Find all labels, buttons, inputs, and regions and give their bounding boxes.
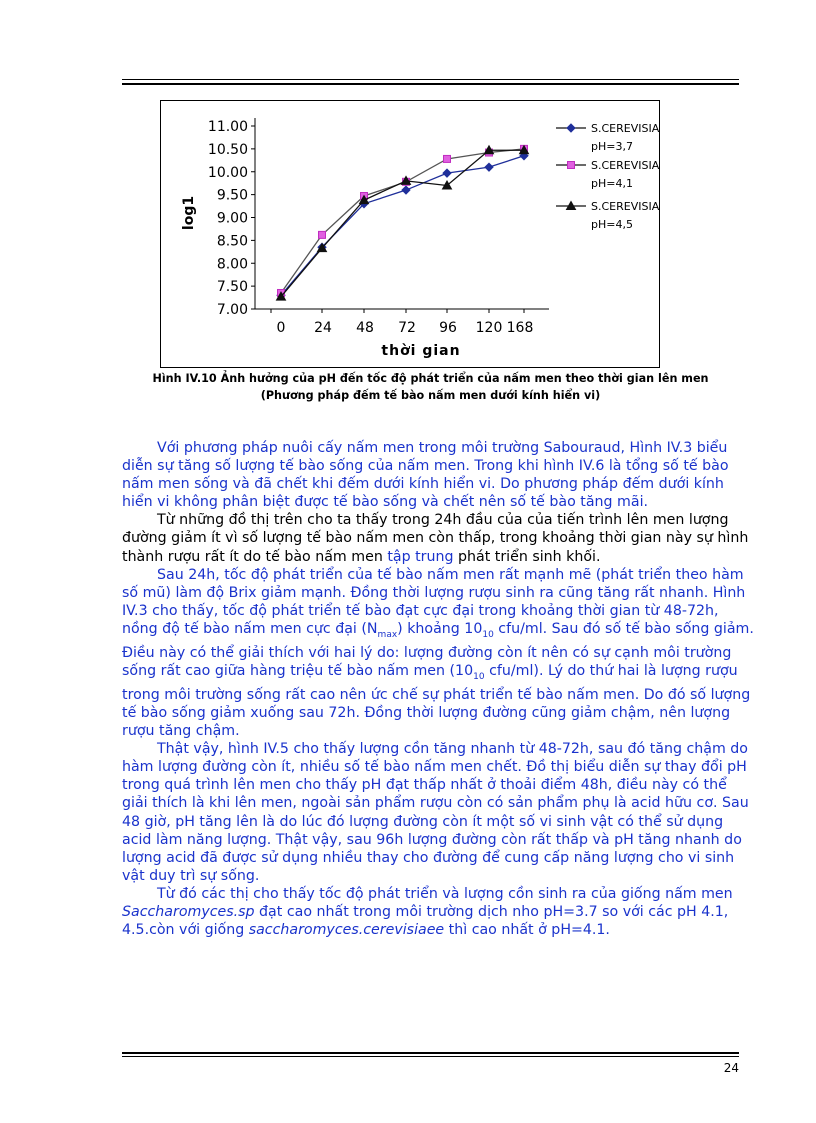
y-tick-label: 7.50 xyxy=(216,279,248,296)
x-tick-label: 72 xyxy=(398,320,416,336)
paragraph-3: Sau 24h, tốc độ phát triển của tế bào nấm men rất mạnh mẽ (phát triển theo hàm số mũ) làm độ Brix giảm mạnh. Đồng thời lượng rượu sinh ra cũng tăng rất nhanh. Hình IV.3 cho thấy, tốc độ phát triển tế bào đạt cực đại trong khoảng thời gian từ 48-72h, nồng độ tế bào nấm men cực đại $(N_{max})$ khoảng $10_{10}$ cfu/ml. Sau đó số tế bào sống giảm. Điều này có thể giải thích với hai lý do: lượng đường còn ít nên có sự cạnh môi trường sống rất cao giữa hàng triệu tế bào nấm men ($10_{10}$ cfu/ml). Lý do thứ hai là lượng rượu trong môi trường sống rất cao nên ức chế sự phát triển tế bào nấm men. Do đó số lượng tế bào sống giảm xuống sau 72h. Đồng thời lượng đường cũng giảm chậm, nên lượng rượu tăng chậm. xyxy=(122,566,754,740)
footer-rule-thick xyxy=(122,1052,739,1054)
y-axis-title: log1 xyxy=(181,195,197,231)
paragraph-5: Từ đó các thị cho thấy tốc độ phát triển và lượng cồn sinh ra của giống nấm men Saccharomyces.sp đạt cao nhất trong môi trường dịch nho pH=3.7 so với các pH 4.1, 4.5.còn với giống saccharomyces.cerevisiaee thì cao nhất ở pH=4.1. xyxy=(122,885,733,939)
footer-rule-thin xyxy=(122,1056,739,1057)
x-tick-label: 120 xyxy=(475,320,503,336)
data-point-series-2 xyxy=(319,231,326,238)
data-point-series-2 xyxy=(444,155,451,162)
body-text xyxy=(122,439,754,939)
x-axis-title: thời gian xyxy=(381,343,461,359)
growth-chart xyxy=(161,101,659,367)
series-line-2 xyxy=(281,149,524,293)
paragraph-4: Thật vậy, hình IV.5 cho thấy lượng cồn tăng nhanh từ 48-72h, sau đó tăng chậm do hàm lượng đường còn ít, nhiều số tế bào nấm men chết. Đồ thị biểu diễn sự thay đổi pH trong quá trình lên men cho thấy pH đạt thấp nhất ở thoải điểm 48h, điều này có thể giải thích là khi lên men, ngoài sản phẩm rượu còn có sản phẩm phụ là acid hữu cơ. Sau 48 giờ, pH tăng lên là do lúc đó lượng đường còn ít một số vi sinh vật có thể sử dụng acid làm năng lượng. Thật vậy, sau 96h lượng đường còn rất thấp và pH tăng nhanh do lượng acid đã được sử dụng nhiều thay cho đường để cung cấp năng lượng cho vi sinh vật duy trì sự sống. xyxy=(122,741,749,884)
figure-caption: Hình IV.10 Ảnh hưởng của pH đến tốc độ phát triển của nấm men theo thời gian lên men xyxy=(152,372,709,385)
paragraph-2: Từ những đồ thị trên cho ta thấy trong 24h đầu của của tiến trình lên men lượng đường giảm ít vì số lượng tế bào nấm men còn thấp, trong khoảng thời gian này sự hình thành rượu rất ít do tế bào nấm men tập trung phát triển sinh khối. xyxy=(122,512,749,565)
legend-label-3: S.CEREVISIA xyxy=(591,200,659,213)
data-point-series-1 xyxy=(402,186,410,194)
header-rule-thin xyxy=(122,79,739,80)
legend-label-2: S.CEREVISIA xyxy=(591,159,659,172)
chart-frame xyxy=(160,100,660,368)
x-tick-label: 0 xyxy=(276,320,286,336)
series-line-1 xyxy=(281,156,524,296)
legend-label-ph-2: pH=4,1 xyxy=(591,177,633,190)
legend-label-1: S.CEREVISIA xyxy=(591,122,659,135)
legend-label-ph-3: pH=4,5 xyxy=(591,218,633,231)
data-point-series-1 xyxy=(443,169,451,177)
y-tick-label: 9.00 xyxy=(216,210,248,227)
series-line-3 xyxy=(281,150,524,296)
legend-marker-2 xyxy=(568,162,575,169)
legend-marker-1 xyxy=(567,124,575,132)
x-tick-label: 48 xyxy=(356,320,374,336)
y-tick-label: 8.50 xyxy=(216,233,248,250)
y-tick-label: 9.50 xyxy=(216,187,248,204)
y-tick-label: 7.00 xyxy=(216,302,248,318)
y-tick-label: 10.50 xyxy=(207,141,248,158)
y-tick-label: 11.00 xyxy=(207,119,248,135)
y-tick-label: 10.00 xyxy=(207,164,248,181)
y-tick-label: 8.00 xyxy=(216,256,248,273)
header-rule-thick xyxy=(122,83,739,85)
x-tick-label: 96 xyxy=(439,320,457,336)
data-point-series-1 xyxy=(485,163,493,171)
figure-subcaption: (Phương pháp đếm tế bào nấm men dưới kính hiển vi) xyxy=(260,389,601,402)
x-tick-label: 168 xyxy=(506,320,534,336)
x-tick-label: 24 xyxy=(314,320,332,336)
page-number: 24 xyxy=(723,1061,739,1075)
paragraph-1: Với phương pháp nuôi cấy nấm men trong môi trường Sabouraud, Hình IV.3 biểu diễn sự tăng số lượng tế bào sống của nấm men. Trong khi hình IV.6 là tổng số tế bào nấm men sống và đã chết khi đếm dưới kính hiển vi. Do phương pháp đếm dưới kính hiển vi không phân biệt được tế bào sống và chết nên số tế bào tăng mãi. xyxy=(122,440,729,511)
legend-label-ph-1: pH=3,7 xyxy=(591,140,633,153)
